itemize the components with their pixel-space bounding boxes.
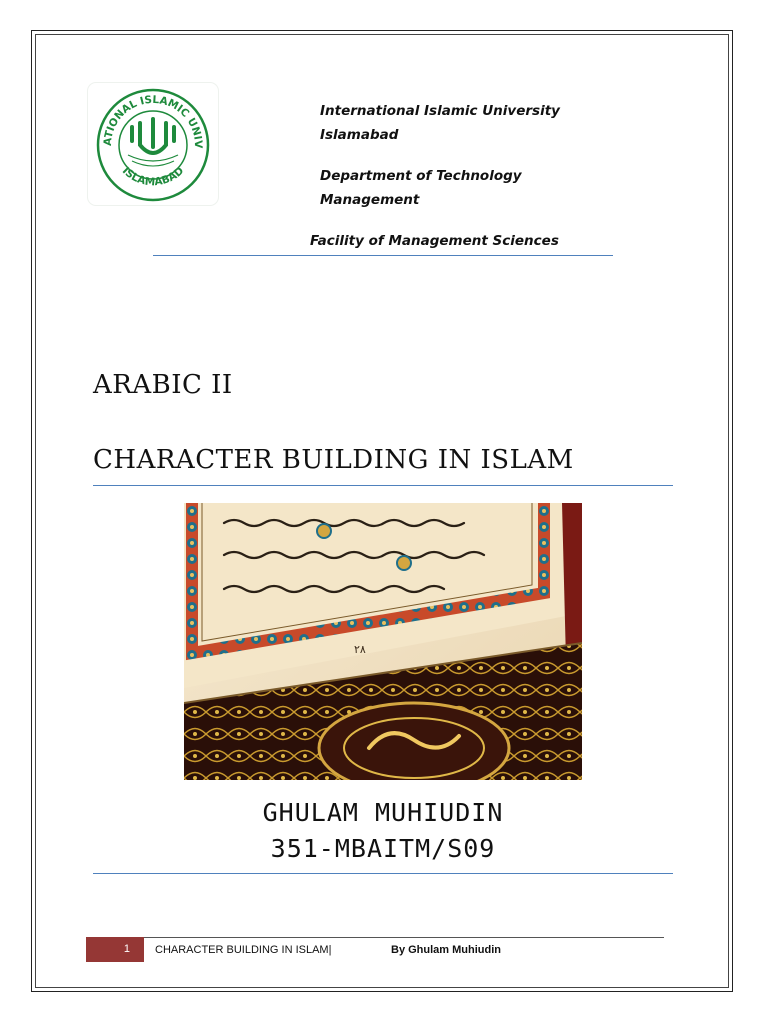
author-rule	[93, 873, 673, 874]
document-title: CHARACTER BUILDING IN ISLAM	[93, 445, 574, 475]
department-name-line1: Department of Technology	[320, 168, 522, 184]
header-rule	[153, 255, 613, 256]
faculty-name: Facility of Management Sciences	[310, 233, 559, 249]
page-footer	[86, 937, 666, 963]
department-name	[320, 164, 522, 212]
footer-rule	[144, 937, 664, 938]
subject-title: ARABIC II	[93, 370, 233, 400]
university-name-line2: Islamabad	[320, 127, 399, 143]
roll-number: 351-MBAITM/S09	[270, 834, 496, 863]
title-rule	[93, 485, 673, 486]
footer-title: CHARACTER BUILDING IN ISLAM|	[155, 944, 332, 956]
university-seal-icon	[88, 83, 218, 205]
footer-author: By Ghulam Muhiudin	[391, 944, 501, 956]
logo-ring-top-text: ATIONAL ISLAMIC UNIV	[101, 93, 205, 149]
logo-ring-bottom-text: ISLAMABAD	[119, 164, 187, 189]
department-name-line2: Management	[320, 192, 420, 208]
svg-text:ISLAMABAD	[120, 165, 187, 189]
quran-page-number: ٢٨	[354, 643, 366, 656]
quran-illustration-icon	[184, 503, 582, 780]
author-name: GHULAM MUHIUDIN	[262, 798, 504, 827]
page-number-box: 1	[86, 937, 144, 962]
quran-image	[184, 503, 582, 780]
university-name-line1: International Islamic University	[320, 103, 560, 119]
university-name	[320, 99, 560, 147]
university-logo	[88, 83, 218, 205]
